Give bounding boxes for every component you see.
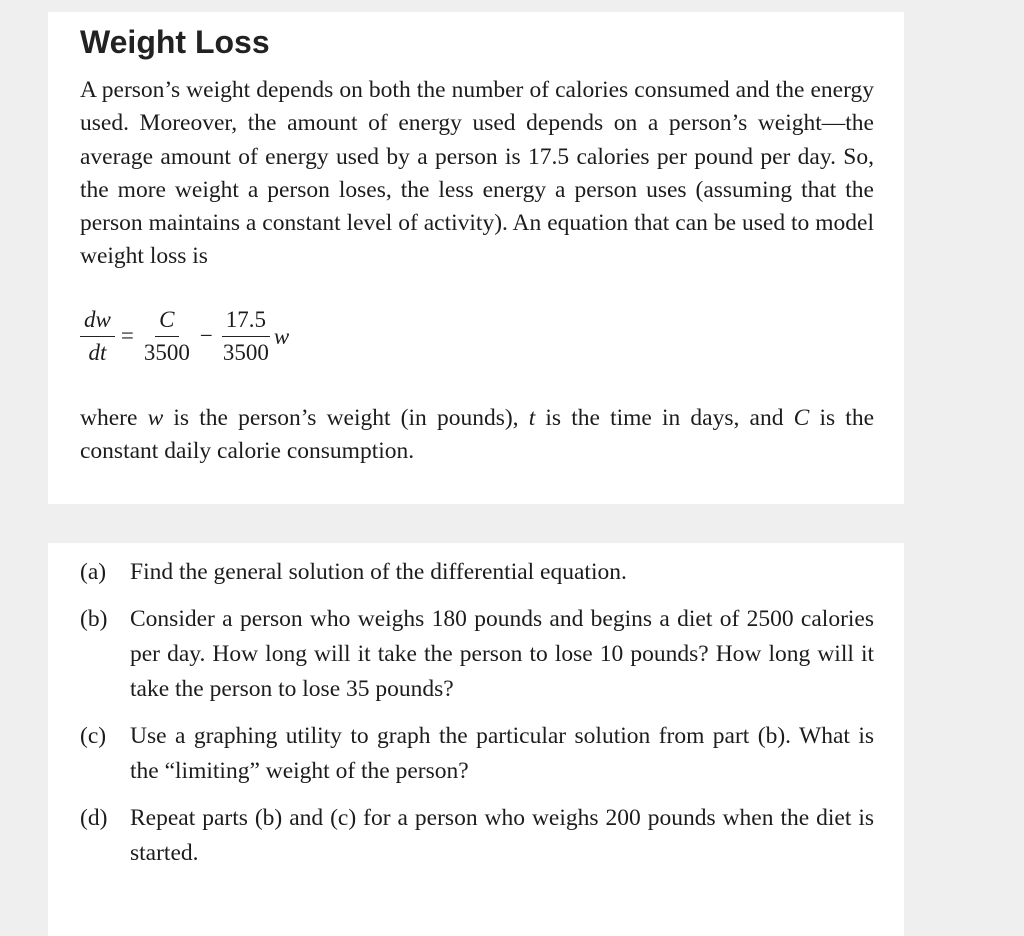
term1-numerator: C [155,306,178,337]
exercise-text: Consider a person who weighs 180 pounds and begins a diet of 2500 calories per day. How long will it take the person to lose 10 pounds? How long will it take the person to lose 35 pounds? [130,606,874,702]
calorie-fraction [140,306,194,367]
exercise-letter: (c) [80,723,107,749]
where-text-2: is the person’s weight (in pounds), [163,404,529,431]
term2-denominator: 3500 [222,340,269,366]
exercise-letter: (d) [80,805,108,831]
section-title: Weight Loss [80,24,270,60]
minus-sign: − [199,322,213,348]
exercise-text: Repeat parts (b) and (c) for a person who weighs 200 pounds when the diet is started. [130,805,874,866]
weight-loss-equation [80,306,874,368]
var-w: w [147,404,164,431]
exercise-item [80,719,874,789]
term2-numerator: 17.5 [222,306,270,337]
variable-definitions [80,402,874,469]
energy-fraction [219,306,273,367]
lhs-numerator: dw [80,306,115,337]
exercise-letter: (b) [80,606,108,632]
exercise-item [80,801,874,871]
exercise-text: Find the general solution of the differential equation. [130,559,627,585]
exercise-text: Use a graphing utility to graph the particular solution from part (b). What is the “limiting” weight of the person? [130,723,874,784]
intro-card [48,12,904,504]
dw-dt-fraction [80,306,115,367]
intro-paragraph: A person’s weight depends on both the number of calories consumed and the energy used. Moreover, the amount of energy used depends on a person’s weight—the average amount of energy used by a person is 17.5 calories per pound per day. So, the more weight a person loses, the less energy a person uses (assuming that the person maintains a constant level of activity). An equation that can be used to model weight loss is [80,77,874,270]
exercise-item [80,602,874,707]
where-text-3: is the time in days, and [535,404,794,431]
exercise-letter: (a) [80,559,107,585]
term1-denominator: 3500 [143,340,190,366]
exercise-card [48,543,904,936]
weight-variable: w [273,323,290,349]
var-c: C [793,404,810,431]
where-text-4: is the constant daily calorie consumption. [80,404,875,465]
lhs-denominator: dt [88,340,107,366]
var-t: t [528,404,536,431]
exercise-item [80,555,874,590]
equals-sign: = [120,322,134,348]
where-text-1: where [80,404,148,431]
